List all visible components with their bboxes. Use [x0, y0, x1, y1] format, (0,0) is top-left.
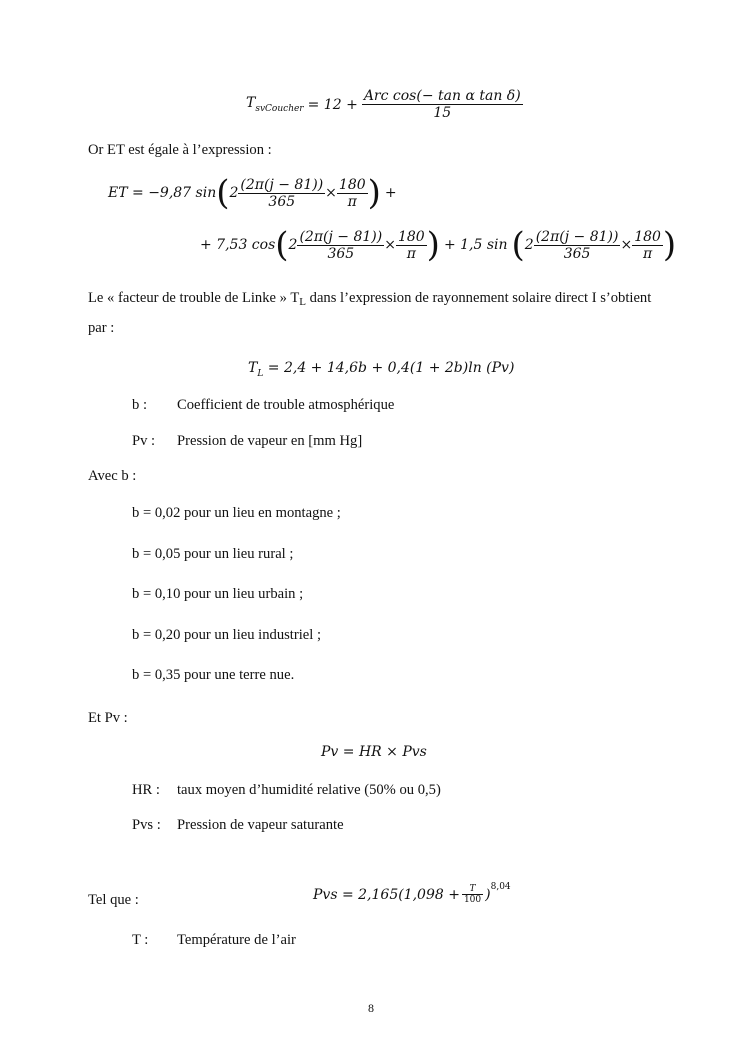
definition-desc: Pression de vapeur saturante [177, 817, 344, 833]
paragraph-et-pv: Et Pv : [88, 710, 128, 726]
definition-desc: taux moyen d’humidité relative (50% ou 0,5) [177, 782, 441, 798]
list-item-b: b = 0,20 pour un lieu industriel ; [132, 627, 322, 643]
page-number: 8 [368, 1001, 374, 1015]
paragraph-tel-que: Tel que : [88, 892, 139, 908]
equation-tl: $T_L = 2,4 + 14,6b + 0,4(1 + 2b)\ln$ (Pv) [248, 360, 515, 379]
paragraph-linke: Le « facteur de trouble de Linke » $T_L$ dans l’expression de rayonnement solaire direct I s’obtient [88, 290, 652, 308]
list-item-b: b = 0,05 pour un lieu rural ; [132, 546, 294, 562]
definition-desc: Température de l’air [177, 932, 296, 948]
equation-pv: Pv = HR × Pvs [321, 744, 427, 760]
equation-pvs: Pvs = 2,165(1,098 + $\frac{T}{100}$ ) 8,04 [313, 882, 511, 905]
paragraph-par: par : [88, 320, 115, 336]
definition-term: b : [132, 397, 147, 413]
paragraph-et-intro: Or ET est égale à l’expression : [88, 142, 272, 158]
paragraph-avec-b: Avec b : [88, 468, 137, 484]
equation-tsv-coucher: $T_{svCoucher}$ = 12 + $\frac{\text{Arc cos(− tan α tan δ)}}{15}$ [246, 88, 521, 121]
definition-term: T : [132, 932, 149, 948]
definition-term: HR : [132, 782, 160, 798]
definition-term: Pvs : [132, 817, 161, 833]
equation-et-line2: + 7,53 cos ( 2 $\frac{(2\pi(j - 81))}{365}$ × $\frac{180}{\pi}$ ) + 1,5 sin ( 2 $\frac{(2\pi(j - 81))}{365}$ × $\frac{180}{\pi}$ ) [200, 225, 677, 265]
list-item-b: b = 0,35 pour une terre nue. [132, 667, 295, 683]
definition-desc: Coefficient de trouble atmosphérique [177, 397, 395, 413]
list-item-b: b = 0,10 pour un lieu urbain ; [132, 586, 304, 602]
definition-term: Pv : [132, 433, 156, 449]
definition-desc: Pression de vapeur en [mm Hg] [177, 433, 363, 449]
list-item-b: b = 0,02 pour un lieu en montagne ; [132, 505, 341, 521]
equation-et-line1: ET = −9,87 sin ( 2 $\frac{(2\pi(j - 81))}{365}$ × $\frac{180}{\pi}$ ) + [108, 173, 397, 213]
